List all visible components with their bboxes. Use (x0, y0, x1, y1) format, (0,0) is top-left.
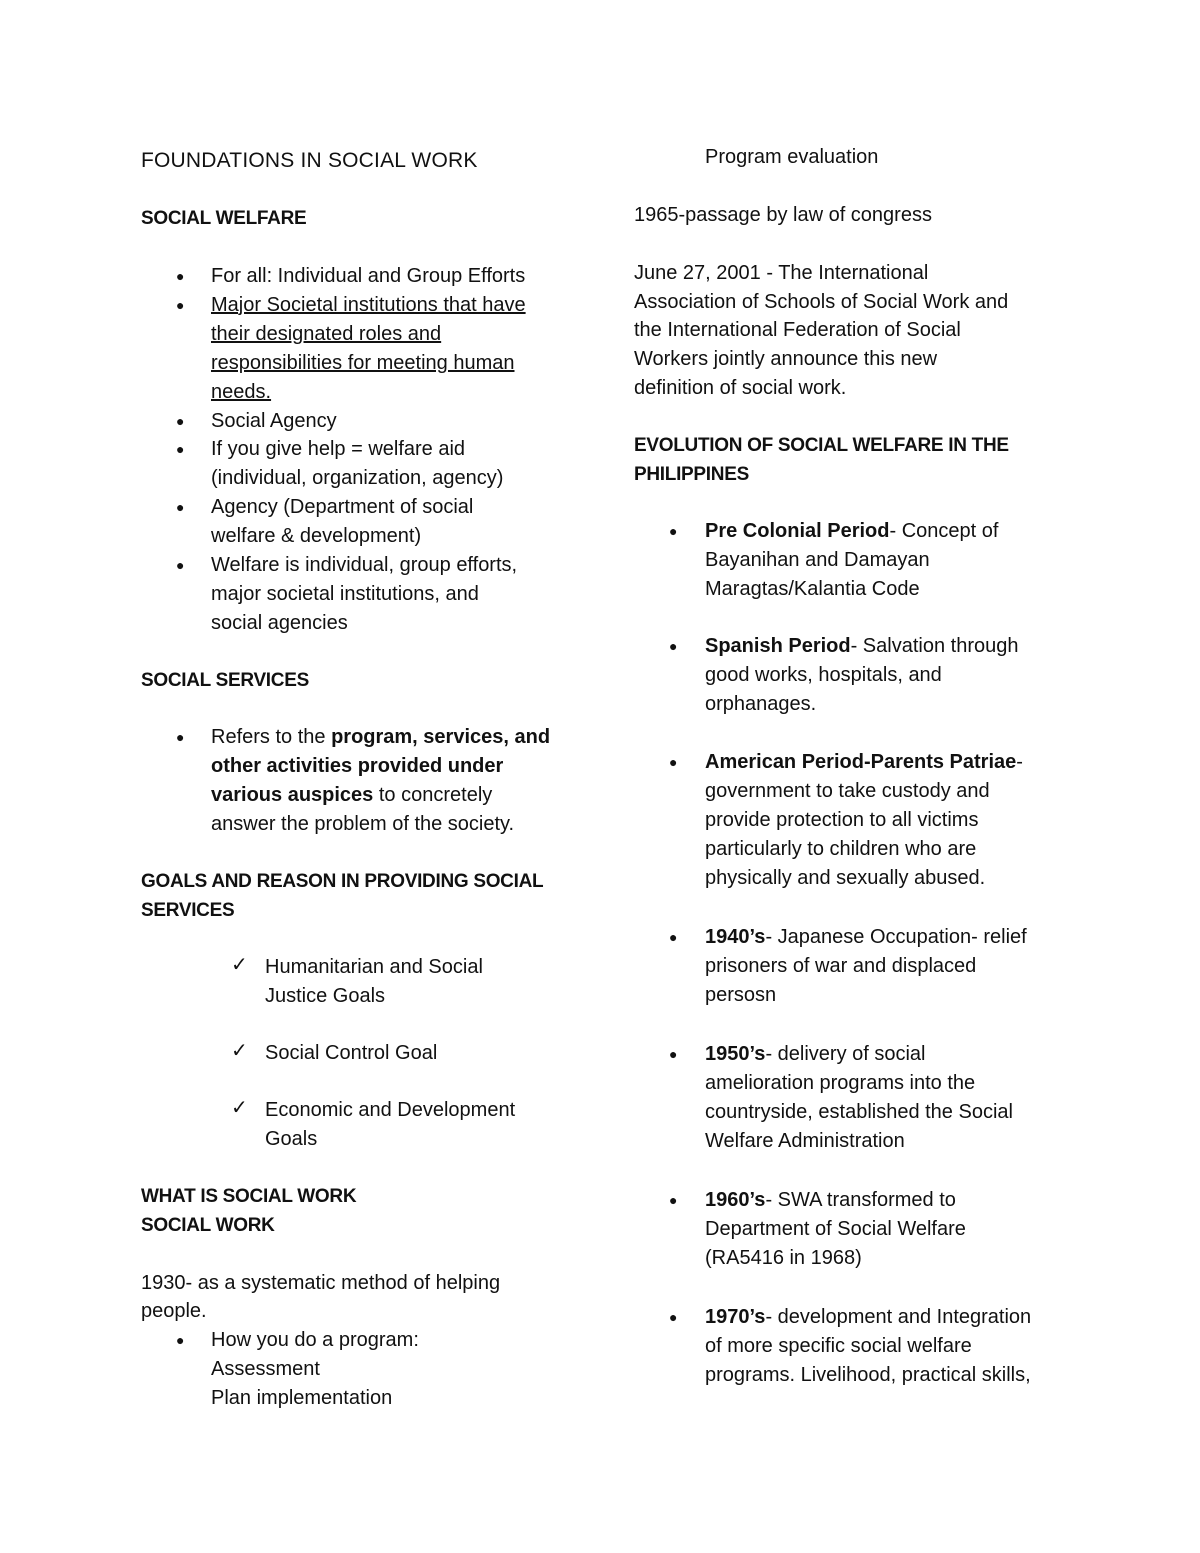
bullet-icon: ● (176, 557, 185, 573)
list-item-line: answer the problem of the society. (211, 813, 515, 835)
bullet-icon: ● (669, 929, 678, 945)
goals-heading: GOALS AND REASON IN PROVIDING SOCIAL (141, 871, 544, 892)
list-item-line: particularly to children who are (705, 838, 977, 860)
goals-heading-continued: SERVICES (141, 900, 235, 921)
period-name: Pre Colonial Period (705, 520, 890, 542)
list-item-line (705, 748, 1023, 777)
list-item-line: good works, hospitals, and (705, 664, 942, 686)
list-item-line: orphanages. (705, 693, 817, 715)
period-name: 1970’s (705, 1306, 766, 1328)
bold-text: various auspices (211, 784, 374, 806)
list-item-line: amelioration programs into the (705, 1072, 976, 1094)
list-item-line (705, 923, 1027, 952)
paragraph-line: definition of social work. (634, 377, 847, 399)
paragraph-line: people. (141, 1300, 207, 1322)
list-item-line: If you give help = welfare aid (211, 438, 466, 460)
checklist-line: Social Control Goal (265, 1042, 438, 1064)
bullet-icon: ● (669, 1046, 678, 1062)
bullet-icon: ● (176, 268, 185, 284)
text-run: to concretely (373, 784, 493, 806)
list-item-line: needs. (211, 381, 272, 403)
checklist-line: Humanitarian and Social (265, 956, 483, 978)
checkmark-icon: ✓ (231, 954, 248, 976)
checklist-line: Justice Goals (265, 985, 386, 1007)
bullet-icon: ● (176, 729, 185, 745)
bold-text: program, services, and (331, 726, 551, 748)
list-item-line: programs. Livelihood, practical skills, (705, 1364, 1031, 1386)
paragraph-line: 1930- as a systematic method of helping (141, 1272, 501, 1294)
list-item-line (705, 1186, 956, 1215)
list-item-line (705, 1040, 926, 1069)
list-item-line (211, 781, 492, 810)
list-item-line: Social Agency (211, 410, 337, 432)
document-title: FOUNDATIONS IN SOCIAL WORK (141, 149, 478, 172)
list-item-line: How you do a program: (211, 1329, 419, 1351)
list-item-line: prisoners of war and displaced (705, 955, 977, 977)
list-item-line: welfare & development) (211, 525, 422, 547)
period-name: American Period-Parents Patriae (705, 751, 1017, 773)
bullet-icon: ● (176, 413, 185, 429)
checklist-line: Economic and Development (265, 1099, 516, 1121)
list-item-line: (RA5416 in 1968) (705, 1247, 862, 1269)
checkmark-icon: ✓ (231, 1040, 248, 1062)
list-item-line: their designated roles and (211, 323, 442, 345)
list-item-line: For all: Individual and Group Efforts (211, 265, 526, 287)
period-name: 1960’s (705, 1189, 766, 1211)
bold-text: other activities provided under (211, 755, 504, 777)
bullet-icon: ● (669, 523, 678, 539)
list-item-line (705, 517, 998, 546)
list-item-line: Maragtas/Kalantia Code (705, 578, 920, 600)
text-run: - Concept of (889, 520, 999, 542)
list-item-line: persosn (705, 984, 777, 1006)
period-name: 1950’s (705, 1043, 766, 1065)
period-name: 1940’s (705, 926, 766, 948)
bullet-icon: ● (176, 297, 185, 313)
paragraph-line: Workers jointly announce this new (634, 348, 938, 370)
period-name: Spanish Period (705, 635, 851, 657)
list-item-line: Assessment (211, 1358, 320, 1380)
list-item-line: Department of Social Welfare (705, 1218, 966, 1240)
list-item-line: countryside, established the Social (705, 1101, 1013, 1123)
list-item-line: Plan implementation (211, 1387, 393, 1409)
bullet-icon: ● (669, 638, 678, 654)
bullet-icon: ● (176, 499, 185, 515)
list-item-line: Program evaluation (705, 146, 879, 168)
list-item-line: (individual, organization, agency) (211, 467, 504, 489)
bullet-icon: ● (176, 441, 185, 457)
text-run: - development and Integration (765, 1306, 1032, 1328)
checkmark-icon: ✓ (231, 1097, 248, 1119)
list-item-line: physically and sexually abused. (705, 867, 986, 889)
text-run: - (1016, 751, 1023, 773)
list-item-line: Bayanihan and Damayan (705, 549, 930, 571)
list-item-line: responsibilities for meeting human (211, 352, 515, 374)
bullet-icon: ● (669, 1192, 678, 1208)
list-item-line: social agencies (211, 612, 348, 634)
bullet-icon: ● (669, 1309, 678, 1325)
list-item-line: provide protection to all victims (705, 809, 979, 831)
social-services-heading: SOCIAL SERVICES (141, 670, 309, 691)
bullet-icon: ● (669, 754, 678, 770)
evolution-heading-continued: PHILIPPINES (634, 464, 749, 485)
text-run: - Salvation through (850, 635, 1019, 657)
list-item-line: government to take custody and (705, 780, 990, 802)
list-item-line: of more specific social welfare (705, 1335, 972, 1357)
text-run: - delivery of social (765, 1043, 926, 1065)
paragraph-line: the International Federation of Social (634, 319, 961, 341)
list-item-line: major societal institutions, and (211, 583, 479, 605)
paragraph-line: Association of Schools of Social Work and (634, 291, 1009, 313)
list-item-line: Agency (Department of social (211, 496, 474, 518)
list-item-line: Welfare Administration (705, 1130, 905, 1152)
text-run: - Japanese Occupation- relief (765, 926, 1027, 948)
paragraph-line: 1965-passage by law of congress (634, 204, 932, 226)
social-welfare-heading: SOCIAL WELFARE (141, 208, 307, 229)
text-run: - SWA transformed to (765, 1189, 956, 1211)
bullet-icon: ● (176, 1332, 185, 1348)
evolution-heading: EVOLUTION OF SOCIAL WELFARE IN THE (634, 435, 1009, 456)
what-is-social-work-heading: WHAT IS SOCIAL WORK (141, 1186, 357, 1207)
checklist-line: Goals (265, 1128, 318, 1150)
social-work-heading: SOCIAL WORK (141, 1215, 275, 1236)
list-item-line (705, 632, 1018, 661)
list-item-line: Major Societal institutions that have (211, 294, 526, 316)
paragraph-line: June 27, 2001 - The International (634, 262, 929, 284)
list-item-line (705, 1303, 1031, 1332)
list-item-line (211, 723, 550, 752)
list-item-line: Welfare is individual, group efforts, (211, 554, 518, 576)
text-run: Refers to the (211, 726, 332, 748)
